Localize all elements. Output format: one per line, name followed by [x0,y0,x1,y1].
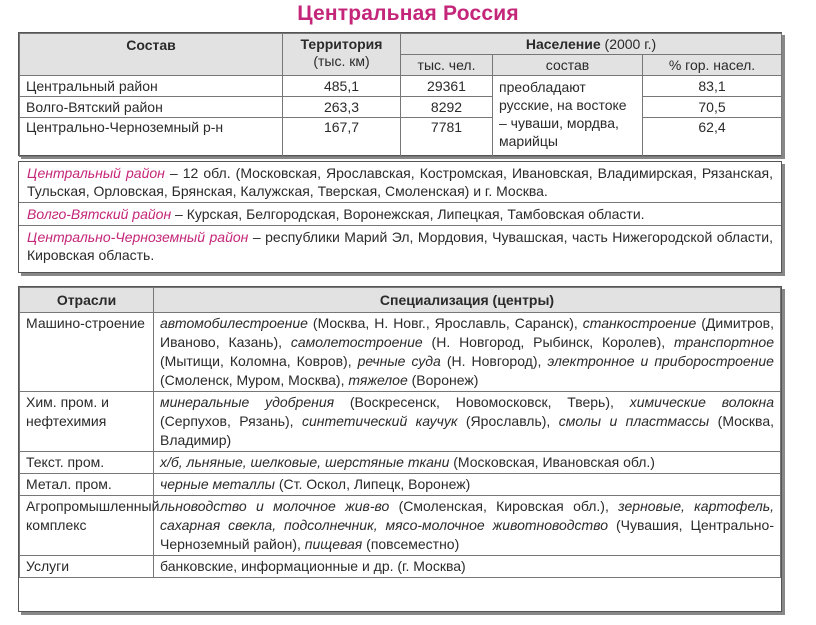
header-population-label: Население [525,36,601,52]
industries-table [19,287,781,578]
subheader-urban: % гор. насел. [643,55,782,76]
header-territory [283,34,401,76]
industry-term: химические волокна [629,394,774,410]
composition-table-box [18,32,782,156]
specialization-text [154,313,781,392]
industry-term: транспортное [674,334,774,350]
industry-centers: (Чувашия, Центрально-Черноземный район), [160,517,774,552]
branch-name: Метал. пром. [20,474,154,496]
region-name: Центральный район [20,76,283,97]
industry-centers: (Московская, Ивановская обл.) [449,454,655,470]
table-row [20,313,781,392]
industry-centers: (повсеместно) [362,536,460,552]
industry-term: льноводство и молочное жив-во [160,498,390,514]
table-row [20,97,782,118]
composition-text: преобладают русские, на востоке – чуваши, мордва, марийцы [493,76,643,157]
industry-term: черные металлы [160,476,275,492]
branch-name: Текст. пром. [20,452,154,474]
industry-centers: (Воронеж) [407,372,479,388]
page-title: Центральная Россия [297,2,519,25]
table-row [20,118,782,157]
industry-centers: (Ст. Оскол, Липецк, Воронеж) [274,476,471,492]
table-row [20,392,781,452]
industry-term: пищевая [304,536,363,552]
industry-term: автомобилестроение [160,315,308,331]
urban-value: 83,1 [643,76,782,97]
specialization-text [154,452,781,474]
region-description [19,226,781,266]
industry-centers: (Москва, Н. Новг., Ярославль, Саранск), [307,315,583,331]
subheader-thousand: тыс. чел. [401,55,493,76]
region-description [19,203,781,226]
header-population-year: (2000 г.) [604,36,657,52]
industry-term: электронное и приборостроение [547,353,774,369]
region-description [19,162,781,203]
branch-name: Агропромышленный комплекс [20,496,154,556]
branch-name: Услуги [20,556,154,578]
territory-value: 167,7 [283,118,401,157]
header-branch: Отрасли [20,288,154,313]
industry-term: речные суда [357,353,441,369]
table-row [20,76,782,97]
population-value: 7781 [401,118,493,157]
industry-term: синтетический каучук [301,413,458,429]
region-text: – Курская, Белгородская, Воронежская, Липецкая, Тамбовская области. [171,206,645,222]
specialization-text [154,392,781,452]
industry-term: самолетостроение [290,334,423,350]
industry-term: смолы и пластмассы [558,413,710,429]
industry-centers: банковские, информационные и др. (г. Москва) [160,558,466,574]
region-name: Центрально-Черноземный р-н [20,118,283,157]
territory-value: 263,3 [283,97,401,118]
branch-name: Хим. пром. и нефтехимия [20,392,154,452]
region-title: Волго-Вятский район [27,206,172,222]
industry-centers: (Димитров, Иваново, Казань), [160,315,774,350]
industry-centers: (Смоленская, Кировская обл.), [389,498,619,514]
table-row [20,474,781,496]
urban-value: 62,4 [643,118,782,157]
industry-term: зерновые, картофель, сахарная свекла, подсолнечник, мясо-молочное животноводство [160,498,774,533]
composition-table [19,33,782,157]
subheader-composition: состав [493,55,643,76]
branch-name: Машино-строение [20,313,154,392]
header-specialization: Специализация (центры) [154,288,781,313]
industry-centers: (Москва, Владимир) [160,413,775,448]
industry-centers: (Воскресенск, Новомосковск, Тверь), [334,394,630,410]
population-value: 8292 [401,97,493,118]
industry-centers: (Мытищи, Коломна, Ковров), [160,353,358,369]
urban-value: 70,5 [643,97,782,118]
industry-term: станкостроение [582,315,697,331]
region-text: – республики Марий Эл, Мордовия, Чувашская, часть Нижегородской области, Кировская область. [27,229,774,263]
region-title: Центрально-Черноземный район [27,229,249,245]
table-row [20,496,781,556]
industry-term: тяжелое [348,372,408,388]
industry-centers: (Н. Новгород, Рыбинск, Королев), [422,334,674,350]
industries-table-box [18,286,782,612]
industry-centers: (Серпухов, Рязань), [160,413,302,429]
table-row [20,556,781,578]
region-title: Центральный район [27,165,165,181]
industry-term: минеральные удобрения [160,394,335,410]
territory-value: 485,1 [283,76,401,97]
specialization-text [154,474,781,496]
specialization-text [154,556,781,578]
header-population [401,34,782,55]
header-sostav: Состав [20,34,283,76]
table-row [20,452,781,474]
population-value: 29361 [401,76,493,97]
header-territory-unit: (тыс. км) [313,53,370,69]
region-name: Волго-Вятский район [20,97,283,118]
header-territory-label: Территория [300,36,383,52]
region-text: – 12 обл. (Московская, Ярославская, Костромская, Ивановская, Владимирская, Рязанская, Тульская, Орловская, Брянская, Калужская, Тверская, Смоленская) и г. Москва. [27,165,774,199]
industry-centers: (Н. Новгород), [440,353,548,369]
specialization-text [154,496,781,556]
industry-centers: (Смоленск, Муром, Москва), [160,372,349,388]
industry-centers: (Ярославль), [457,413,559,429]
regions-box [18,161,782,273]
industry-term: х/б, льняные, шелковые, шерстяные ткани [160,454,450,470]
